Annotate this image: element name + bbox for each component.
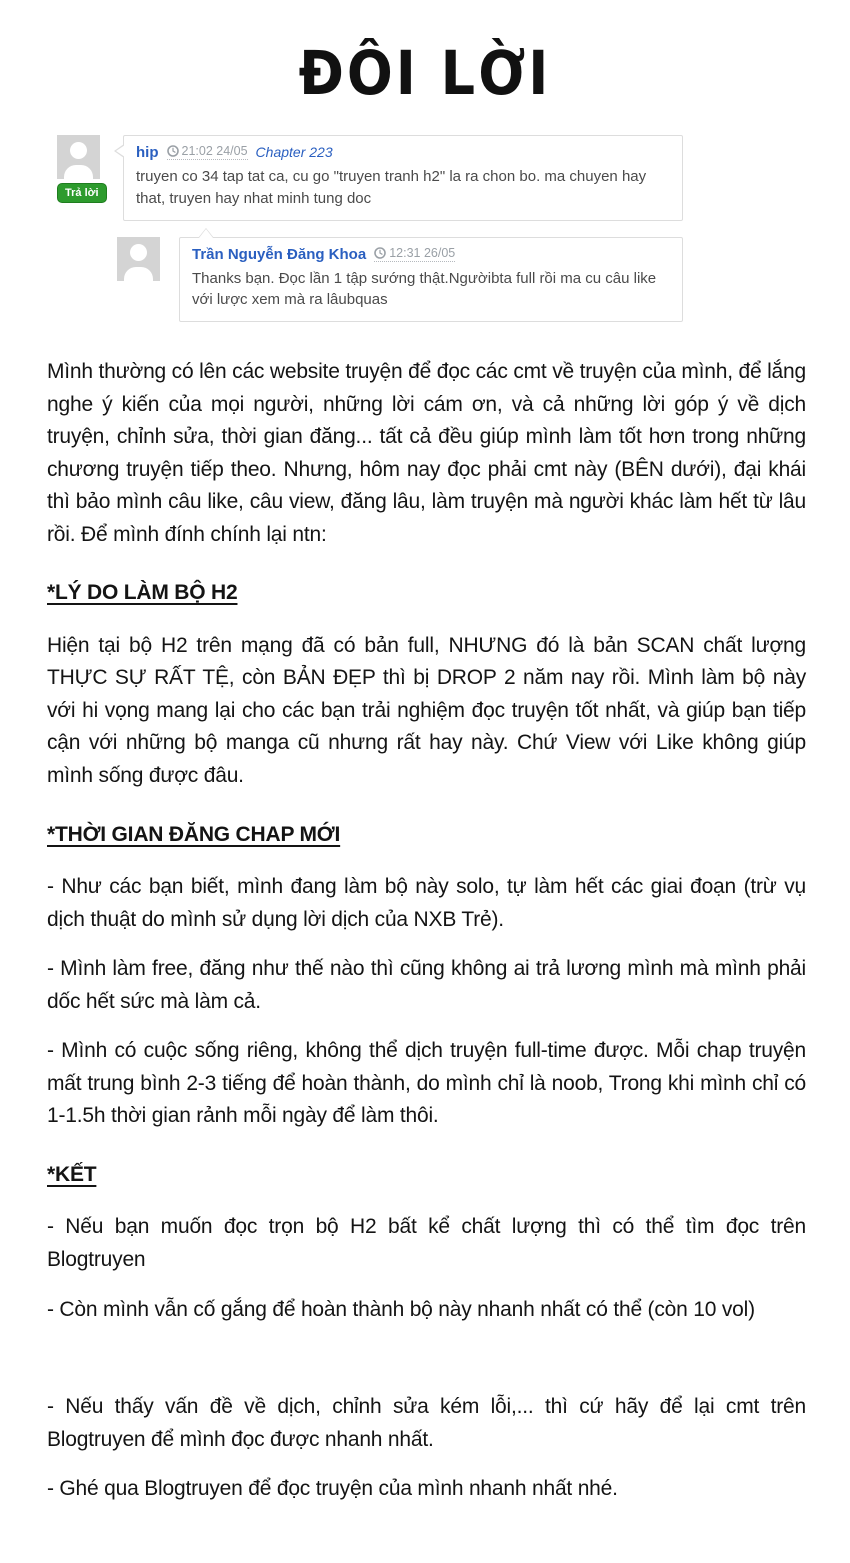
comment-time-text: 12:31 26/05 xyxy=(389,245,456,260)
comment-avatar-column xyxy=(57,135,101,203)
comment-row-reply xyxy=(117,237,683,323)
section-heading-reason: *LÝ DO LÀM BỘ H2 xyxy=(47,581,238,605)
translator-note-body xyxy=(0,356,850,1563)
comment-author-link[interactable]: Trần Nguyễn Đăng Khoa xyxy=(192,245,367,263)
comment-author-link[interactable]: hip xyxy=(136,144,159,161)
comment-thread xyxy=(57,135,683,322)
clock-icon xyxy=(374,247,386,259)
chapter-link[interactable]: Chapter 223 xyxy=(255,144,333,160)
section-paragraph: - Như các bạn biết, mình đang làm bộ này solo, tự làm hết các giai đoạn (trừ vụ dịch thuật do mình sử dụng lời dịch của NXB Trẻ). xyxy=(47,875,806,931)
page-title: ĐÔI LỜI xyxy=(298,38,552,109)
comment-text: truyen co 34 tap tat ca, cu go "truyen tranh h2" la ra chon bo. ma chuyen hay that, truyen hay nhat minh tung doc xyxy=(136,168,647,207)
comment-row xyxy=(57,135,683,221)
section-heading-conclusion: *KẾT xyxy=(47,1162,97,1186)
comment-bubble xyxy=(123,135,683,221)
section-paragraph: - Mình làm free, đăng như thế nào thì cũng không ai trả lương mình mà mình phải dốc hết sức mà làm cả. xyxy=(47,957,806,1013)
comment-meta xyxy=(136,144,670,161)
avatar-silhouette-icon xyxy=(124,267,153,281)
section-paragraph: - Còn mình vẫn cố gắng để hoàn thành bộ này nhanh nhất có thể (còn 10 vol) xyxy=(47,1297,755,1321)
avatar-silhouette-icon xyxy=(70,142,87,159)
footer-paragraph: - Nếu thấy vấn đề về dịch, chỉnh sửa kém lỗi,... thì cứ hãy để lại cmt trên Blogtruyen để mình đọc được nhanh nhất. xyxy=(47,1395,806,1451)
section-heading-schedule: *THỜI GIAN ĐĂNG CHAP MỚI xyxy=(47,822,341,846)
spacer xyxy=(47,1343,806,1391)
bubble-caret-icon xyxy=(198,228,214,238)
comment-meta xyxy=(192,246,670,263)
section-paragraph: - Mình có cuộc sống riêng, không thể dịch truyện full-time được. Mỗi chap truyện mất trung bình 2-3 tiếng để hoàn thành, do mình chỉ là noob, Trong khi mình chỉ có 1-1.5h thời gian rảnh mỗi ngày để làm thôi. xyxy=(47,1039,806,1128)
reply-button[interactable]: Trả lời xyxy=(57,183,107,203)
section-paragraph: Hiện tại bộ H2 trên mạng đã có bản full, NHƯNG đó là bản SCAN chất lượng THỰC SỰ RẤT TỆ, còn BẢN ĐẸP thì bị DROP 2 năm nay rồi. Mình làm bộ này với hi vọng mang lại cho các bạn trải nghiệm đọc truyện tốt nhất, và giúp bạn tiếp cận với những bộ manga cũ nhưng rất hay này. Chứ View với Like không giúp mình sống được đâu. xyxy=(47,633,806,788)
clock-icon xyxy=(167,145,179,157)
comment-time-text: 21:02 24/05 xyxy=(181,144,248,158)
comment-timestamp xyxy=(374,246,455,262)
intro-paragraph: Mình thường có lên các website truyện để đọc các cmt về truyện của mình, để lắng nghe ý kiến của mọi người, những lời cám ơn, và cả những lời góp ý về dịch truyện, chỉnh sửa, thời gian đăng... tất cả đều giúp mình làm tốt hơn trong những chương truyện tiếp theo. Nhưng, hôm nay đọc phải cmt này (BÊN dưới), đại khái thì bảo mình câu like, câu view, đăng lâu, làm truyện mà người khác làm hết từ lâu rồi. Để mình đính chính lại ntn: xyxy=(47,360,806,546)
comment-avatar-column xyxy=(117,237,161,281)
section-paragraph: - Nếu bạn muốn đọc trọn bộ H2 bất kể chất lượng thì có thể tìm đọc trên Blogtruyen xyxy=(47,1215,806,1272)
avatar-silhouette-icon xyxy=(64,165,93,179)
comment-timestamp xyxy=(167,144,248,160)
avatar-silhouette-icon xyxy=(130,244,147,261)
comment-bubble xyxy=(179,237,683,323)
comment-text: Thanks bạn. Đọc lần 1 tập sướng thật.Ngườibta full rồi ma cu câu like với lược xem mà ra lâubquas xyxy=(192,269,657,309)
bubble-caret-icon xyxy=(114,144,124,158)
footer-paragraph: - Ghé qua Blogtruyen để đọc truyện của mình nhanh nhất nhé. xyxy=(47,1477,618,1501)
user-avatar xyxy=(117,237,160,281)
user-avatar xyxy=(57,135,100,179)
